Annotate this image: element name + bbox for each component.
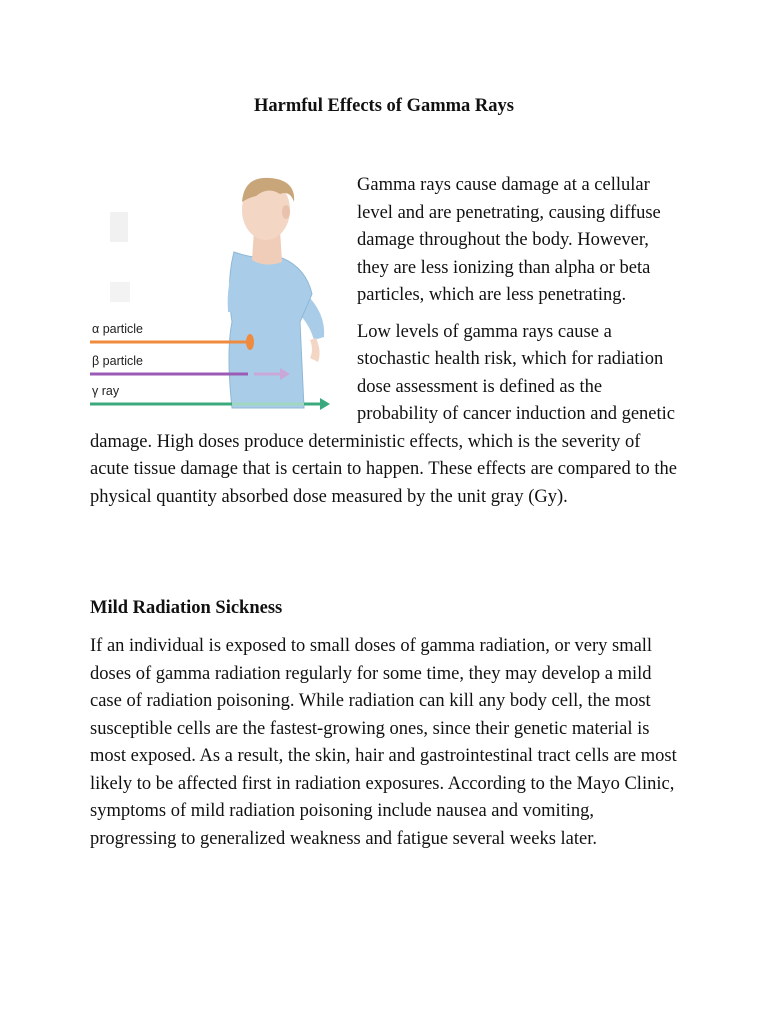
ear <box>282 205 290 219</box>
radiation-figure <box>86 172 354 422</box>
paragraph-mild-sickness: If an individual is exposed to small doses of gamma radiation, or very small doses of gamma radiation regularly for some time, they may develop a mild case of radiation poisoning. While radiation can kill any body cell, the most susceptible cells are the fastest-growing ones, since their genetic material is most exposed. As a result, the skin, hair and gastrointestinal tract cells are most likely to be affected first in radiation exposures. According to the Mayo Clinic, symptoms of mild radiation poisoning include nausea and vomiting, progressing to generalized weakness and fatigue several weeks later. <box>90 636 677 849</box>
section-heading: Mild Radiation Sickness <box>90 598 283 618</box>
page-title: Harmful Effects of Gamma Rays <box>254 96 514 116</box>
paragraph-gamma-damage: Gamma rays cause damage at a cellular level and are penetrating, causing diffuse damage throughout the body. However, they are less ionizing than alpha or beta particles, which are less penetrating. <box>357 175 661 305</box>
alpha-impact-mark <box>246 334 254 350</box>
human-figure-illustration <box>86 172 354 422</box>
arm-skin <box>310 338 320 362</box>
beta-label: β particle <box>92 354 143 368</box>
background-shape <box>110 282 130 302</box>
gamma-label: γ ray <box>92 384 120 398</box>
intro-section <box>90 172 682 511</box>
background-shape <box>110 212 128 242</box>
paragraph-stochastic-risk: Low levels of gamma rays cause a stochastic health risk, which for radiation dose assessment is defined as the probability of cancer induction and genetic damage. High doses produce deterministic effects, which is the severity of acute tissue damage that is certain to happen. These effects are compared to the physical quantity absorbed dose measured by the unit gray (Gy). <box>90 321 677 507</box>
alpha-label: α particle <box>92 322 143 336</box>
gamma-arrowhead <box>320 398 330 410</box>
